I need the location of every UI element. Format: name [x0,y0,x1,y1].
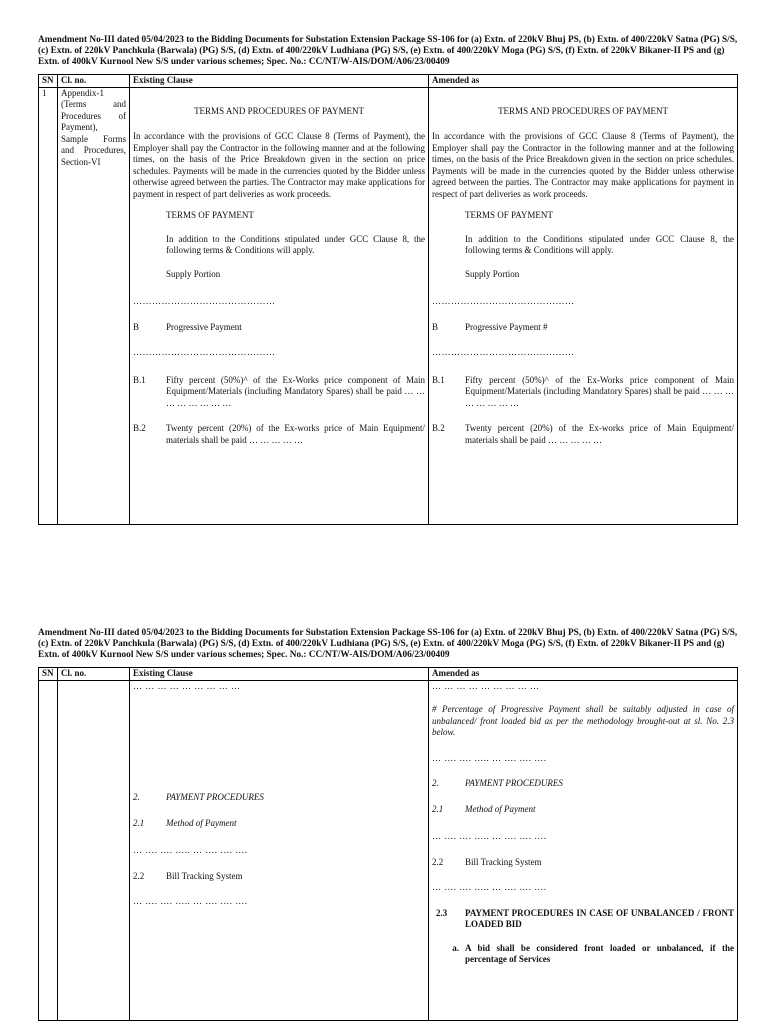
amended-supply: Supply Portion [465,268,520,279]
row-sn-2 [39,680,58,1020]
amended-dots-a: … … … … … … … … … [432,680,540,691]
col-existing-2: Existing Clause [130,668,429,681]
amendment-header: Amendment No-III dated 05/04/2023 to the Bidding Documents for Substation Extension Package SS-106 for (a) Extn. of 220kV Bhuj PS, (b) Extn. of 400/220kV Satna (PG) S/S, (c) Extn. of 220kV Panchkula (Barwala) (PG) S/S, (d) Extn. of 400/220kV Ludhiana (PG) S/S, (e) Extn. of 400/220kV Moga (PG) S/S, (f) Extn. of 220kV Bikaner-II PS and (g) Extn. of 400kV Kurnool New S/S under various schemes; Spec. No.: CC/NT/W-AIS/DOM/A06/23/00409 [38,35,738,67]
amended-intro: In accordance with the provisions of GCC Clause 8 (Terms of Payment), the Employer shall pay the Contractor in the following manner and at the following times, on the basis of the Price Breakdown given in the section on price schedules. Payments will be made in the currencies quoted by the Bidder unless otherwise agreed between the parties. The Contractor may make applications for payment in respect of part deliveries as work proceeds. [432,131,734,199]
col-sn: SN [39,75,58,88]
col-existing: Existing Clause [130,75,429,88]
amended-clause-cell-2 [429,680,738,1020]
amended-clause-cell [429,87,738,524]
existing-dots-1: ……………………………………… [133,296,276,306]
existing-b1: B.1 Fifty percent (50%)^ of the Ex-Works price component of Main Equipment/Materials (including Mandatory Spares) shall be paid … … … … … … … … [133,374,425,408]
table-row [39,87,738,524]
existing-dots-2: ……………………………………… [133,347,276,357]
existing-p2: 2. PAYMENT PROCEDURES [133,792,264,802]
existing-p22: 2.2 Bill Tracking System [133,870,243,881]
existing-heading: TERMS AND PROCEDURES OF PAYMENT [194,105,364,116]
amended-b: B Progressive Payment # [432,321,548,332]
amended-b1: B.1 Fifty percent (50%)^ of the Ex-Works price component of Main Equipment/Materials (including Mandatory Spares) shall be paid … … … … … … … … [432,374,734,408]
col-sn-2: SN [39,668,58,681]
amended-dots-b0: … …. …. ….. … …. …. …. [432,752,547,763]
amendment-header-2: Amendment No-III dated 05/04/2023 to the Bidding Documents for Substation Extension Package SS-106 for (a) Extn. of 220kV Bhuj PS, (b) Extn. of 400/220kV Satna (PG) S/S, (c) Extn. of 220kV Panchkula (Barwala) (PG) S/S, (d) Extn. of 400/220kV Ludhiana (PG) S/S, (e) Extn. of 400/220kV Moga (PG) S/S, (f) Extn. of 220kV Bikaner-II PS and (g) Extn. of 400kV Kurnool New S/S under various schemes; Spec. No.: CC/NT/W-AIS/DOM/A06/23/00409 [38,628,738,660]
table-header-row-2 [39,668,738,681]
amendment-table [38,74,738,525]
amended-dots-b1: … …. …. ….. … …. …. …. [432,831,547,841]
existing-b: B Progressive Payment [133,321,242,332]
existing-dots-b2: … …. …. ….. … …. …. …. [133,896,248,906]
existing-dots-b1: … …. …. ….. … …. …. …. [133,845,248,855]
amended-dots-2: ……………………………………… [432,347,575,357]
row-clause-no: Appendix-1 (Terms and Procedures of Payment), Sample Forms and Procedures, Section-VI [58,87,130,524]
page-2 [38,628,738,1021]
col-clause-no: Cl. no. [58,75,130,88]
amended-pa: a. A bid shall be considered front loaded or unbalanced, if the percentage of Services [452,942,734,964]
table-row [39,680,738,1020]
page-1 [38,35,738,525]
existing-intro: In accordance with the provisions of GCC Clause 8 (Terms of Payment), the Employer shall pay the Contractor in the following manner and at the following times, on the basis of the Price Breakdown given in the section on price schedules. Payments will be made in the currencies quoted by the Bidder unless otherwise agreed between the parties. The Contractor may make applications for payment in respect of part deliveries as work proceeds. [133,131,425,199]
existing-clause-cell-2 [130,680,429,1020]
amended-p23: 2.3 PAYMENT PROCEDURES IN CASE OF UNBALANCED / FRONT LOADED BID [436,907,734,929]
row-clause-no-2 [58,680,130,1020]
amended-heading: TERMS AND PROCEDURES OF PAYMENT [498,105,668,116]
amended-dots-b2: … …. …. ….. … …. …. …. [432,882,547,892]
amended-b2: B.2 Twenty percent (20%) of the Ex-works price of Main Equipment/ materials shall be paid … … … … … [432,423,734,445]
existing-terms-text: In addition to the Conditions stipulated under GCC Clause 8, the following terms & Conditions will apply. [166,233,425,255]
amended-dots-1: ……………………………………… [432,296,575,306]
existing-clause-cell [130,87,429,524]
existing-dots-a: … … … … … … … … … [133,680,241,691]
existing-supply: Supply Portion [166,268,221,279]
existing-terms-heading: TERMS OF PAYMENT [166,210,254,220]
col-amended: Amended as [429,75,738,88]
row-sn: 1 [39,87,58,524]
amended-p2: 2. PAYMENT PROCEDURES [432,778,563,788]
amended-terms-heading: TERMS OF PAYMENT [465,210,553,220]
amended-terms-text: In addition to the Conditions stipulated under GCC Clause 8, the following terms & Conditions will apply. [465,233,734,255]
existing-b2: B.2 Twenty percent (20%) of the Ex-works price of Main Equipment/ materials shall be paid … … … … … [133,423,425,445]
progressive-payment-note: # Percentage of Progressive Payment shall be suitably adjusted in case of unbalanced/ front loaded bid as per the methodology brought-out at sl. No. 2.3 below. [432,704,734,737]
amendment-table-2 [38,667,738,1021]
col-amended-2: Amended as [429,668,738,681]
amended-p21: 2.1 Method of Payment [432,803,536,814]
existing-p21: 2.1 Method of Payment [133,817,237,828]
amended-p22: 2.2 Bill Tracking System [432,856,542,867]
table-header-row [39,75,738,88]
col-clause-no-2: Cl. no. [58,668,130,681]
